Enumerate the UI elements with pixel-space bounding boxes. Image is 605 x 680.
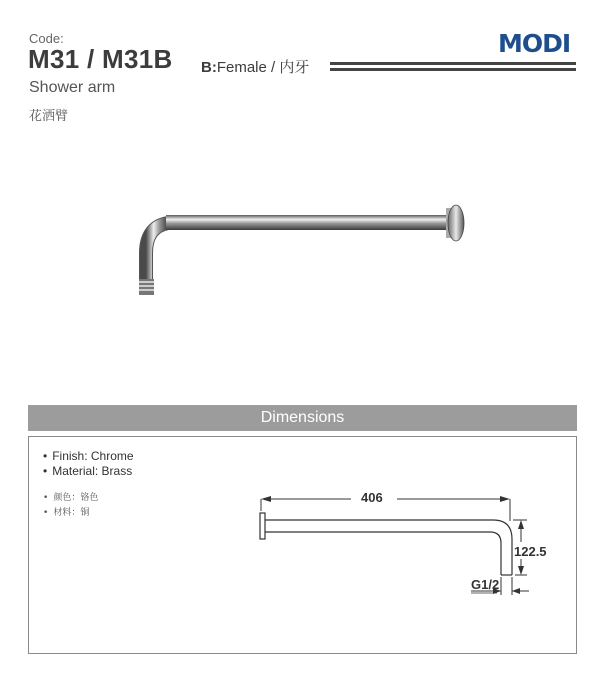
model-number: M31 / M31B [28, 44, 173, 74]
spec-finish-cn [43, 490, 98, 503]
length-dimension: 406 [361, 490, 383, 505]
bullet-icon: • [43, 508, 49, 518]
variant-text: Female / 内牙 [216, 59, 310, 76]
product-image [130, 195, 480, 310]
code-label: Code: [29, 31, 64, 46]
thread-dimension: G1/2 [471, 577, 500, 592]
spec-material-text: Material: Brass [52, 464, 133, 478]
brand-logo: MODI [498, 29, 571, 58]
variant-prefix: B: [201, 59, 217, 76]
technical-drawing [257, 487, 557, 622]
spec-material [43, 464, 132, 478]
dimensions-panel [28, 436, 577, 654]
dimensions-header: Dimensions [28, 405, 577, 431]
height-dimension: 122.5 [514, 544, 547, 559]
spec-material-cn [43, 505, 89, 518]
shower-arm-illustration [130, 195, 480, 305]
spec-finish [43, 449, 134, 463]
product-name-cn: 花洒臂 [29, 109, 69, 124]
spec-material-cn-text: 材料：铜 [53, 508, 90, 518]
spec-finish-text: Finish: Chrome [52, 449, 134, 463]
variant-note [201, 56, 309, 77]
bullet-icon: • [43, 449, 48, 463]
spec-finish-cn-text: 颜色：铬色 [53, 493, 99, 503]
bullet-icon: • [43, 464, 48, 478]
header-rule [330, 62, 576, 71]
bullet-icon: • [43, 493, 49, 503]
product-name-en: Shower arm [29, 79, 116, 96]
